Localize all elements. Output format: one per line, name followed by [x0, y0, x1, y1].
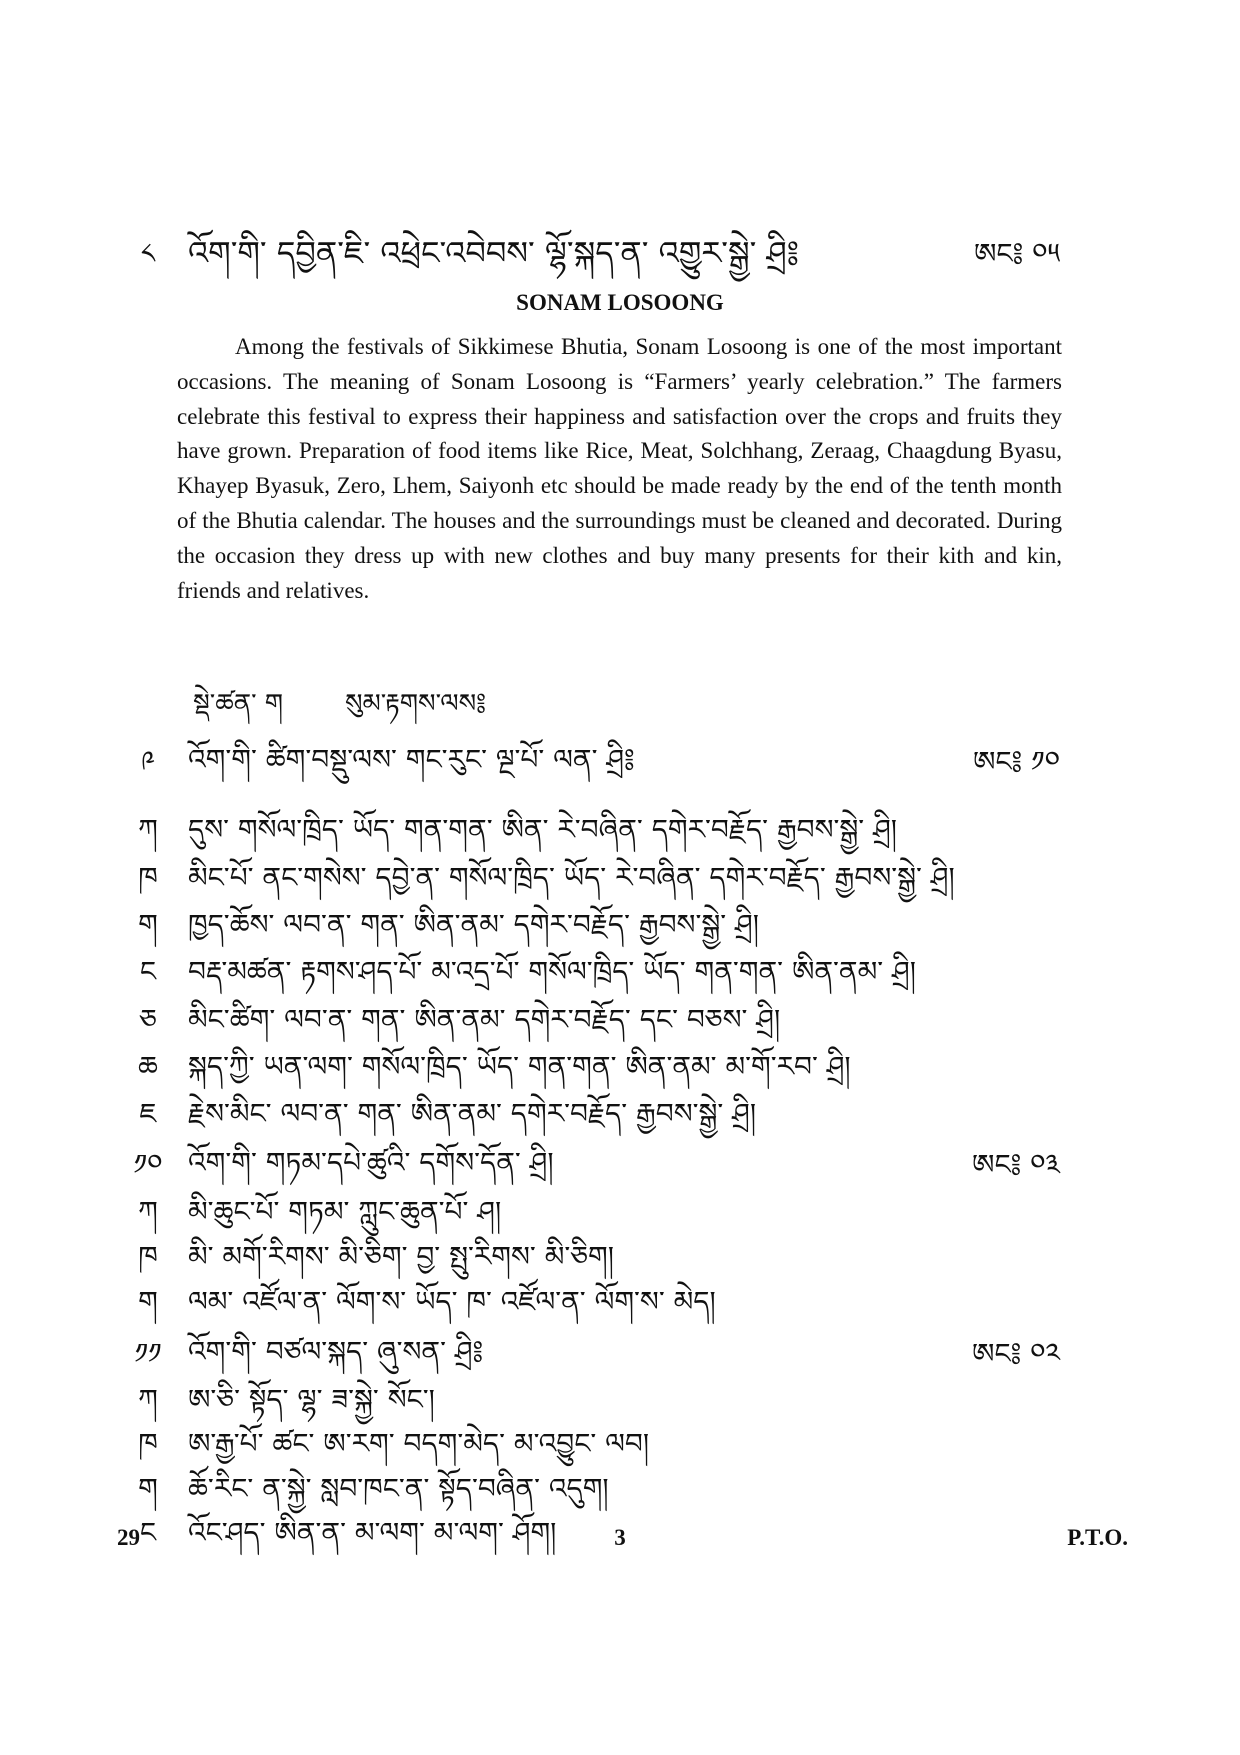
option-label: ཀ	[138, 1195, 158, 1228]
footer-page-number: 3	[614, 1525, 626, 1550]
option-text: འོང་ཤད་ ཨིན་ན་ མ་ལག་ མ་ལག་ ཤོག།	[188, 1516, 557, 1549]
question-8-text: འོག་གི་ དབྱིན་ཇི་ འཕྲེང་འབེབས་ ལྷོ་སྐད་ན་ འགྱུར་སྒྱེ་ ཤྲི༔	[188, 234, 799, 272]
option-label: ཁ	[138, 1427, 158, 1460]
footer-pto: P.T.O.	[1067, 1525, 1128, 1550]
option-text: ཨ་ཅི་ སྟོད་ ལྷ་ ཟ་སྐྱེ་ སོང་།	[188, 1383, 435, 1416]
question-10-number: ༡༠	[133, 1148, 163, 1181]
option-label: ག	[138, 1472, 158, 1505]
option-label: ཀ	[138, 813, 158, 846]
question-11-text: འོག་གི་ བཙལ་སྐད་ ཞུ་སན་ ཤྲི༔	[188, 1335, 484, 1368]
question-9-marks: ཨང༔ ༡༠	[972, 745, 1060, 778]
question-11-marks: ཨང༔ ༠༢	[971, 1337, 1060, 1370]
question-11-number: ༡༡	[134, 1337, 162, 1370]
footer-question-code: 29	[117, 1525, 140, 1550]
passage-text: Among the festivals of Sikkimese Bhutia, Sonam Losoong is one of the most important occasions. The meaning of Sonam Losoong is “Farmers’ yearly celebration.” The farmers celebrate this festival to express their happiness and satisfaction over the crops and fruits they have grown. Preparation of food items like Rice, Meat, Solchhang, Zeraag, Chaagdung Byasu, Khayep Byasuk, Zero, Lhem, Saiyonh etc should be made ready by the end of the tenth month of the Bhutia calendar. The houses and the surroundings must be cleaned and decorated. During the occasion they dress up with new clothes and buy many presents for their kith and kin, friends and relatives.	[177, 334, 1062, 603]
passage-title: SONAM LOSOONG	[516, 290, 724, 315]
option-text: ཁྱད་ཆོས་ ལབ་ན་ གན་ ཨིན་ནམ་ དགེར་བརྗོད་ རྒྱབས་སྒྱེ་ ཤྲི།	[188, 908, 759, 941]
option-text: སྐད་ཀྱི་ ཡན་ལག་ གསོལ་ཁྲིད་ ཡོད་ གན་གན་ ཨིན་ནམ་ མ་གོ་རབ་ ཤྲི།	[188, 1050, 851, 1083]
option-label: ཆ	[138, 1050, 158, 1083]
option-label: ག	[138, 908, 158, 941]
option-label: ཁ	[138, 861, 158, 894]
option-text: ལམ་ འཛོལ་ན་ ལོག་ས་ ཡོད་ ཁ་ འཛོལ་ན་ ལོག་ས་ མེད།	[188, 1285, 716, 1318]
option-label: ང	[139, 1516, 157, 1549]
option-label: ང	[139, 955, 157, 988]
option-label: ཇ	[139, 1097, 157, 1130]
question-9-number: ༩	[140, 745, 156, 778]
question-9-text: འོག་གི་ ཚིག་བསྡུ་ལས་ གང་རུང་ ལྔ་པོ་ ལན་ ཤྲི༔	[188, 743, 635, 776]
option-text: མི་ཆུང་པོ་ གཏམ་ ཀླུང་ཆུན་པོ་ ཤ།	[188, 1195, 502, 1228]
question-10-text: འོག་གི་ གཏམ་དཔེ་ཚུའི་ དགོས་དོན་ ཤྲི།	[188, 1146, 554, 1179]
section-heading: སྡེ་ཚན་ ག	[193, 689, 284, 719]
option-text: མིང་པོ་ ནང་གསེས་ དབྱེ་ན་ གསོལ་ཁྲིད་ ཡོད་ རེ་བཞིན་ དགེར་བརྗོད་ རྒྱབས་སྒྱེ་ ཤྲི།	[188, 861, 955, 894]
option-text: མིང་ཚིག་ ལབ་ན་ གན་ ཨིན་ནམ་ དགེར་བརྗོད་ དང་ བཅས་ ཤྲི།	[188, 1003, 781, 1036]
option-text: བརྡ་མཚན་ རྟགས་ཤད་པོ་ མ་འདྲ་པོ་ གསོལ་ཁྲིད་ ཡོད་ གན་གན་ ཨིན་ནམ་ ཤྲི།	[188, 955, 916, 988]
option-text: དུས་ གསོལ་ཁྲིད་ ཡོད་ གན་གན་ ཨིན་ རེ་བཞིན་ དགེར་བརྗོད་ རྒྱབས་སྒྱེ་ ཤྲི།	[188, 813, 897, 846]
option-label: ཁ	[138, 1240, 158, 1273]
option-text: ཆོ་རིང་ ན་སྐྱེ་ སླབ་ཁང་ན་ སྟོད་བཞིན་ འདུག།	[188, 1472, 609, 1505]
question-10-marks: ཨང༔ ༠༣	[972, 1148, 1060, 1181]
question-8-marks: ཨང༔ ༠༥	[973, 237, 1060, 270]
option-text: མི་ མགོ་རིགས་ མི་ཅིག་ བྱ་ སྤུ་རིགས་ མི་ཅིག།	[188, 1240, 614, 1273]
option-text: ཨ་རྒྱ་པོ་ ཚང་ ཨ་རག་ བདག་མེད་ མ་འབྱུང་ ལབ།	[188, 1427, 650, 1460]
option-label: ཀ	[138, 1383, 158, 1416]
option-label: ག	[138, 1285, 158, 1318]
question-8-number: ༨	[140, 237, 156, 270]
option-label: ཅ	[139, 1003, 157, 1036]
option-text: རྗེས་མིང་ ལབ་ན་ གན་ ཨིན་ནམ་ དགེར་བརྗོད་ རྒྱབས་སྒྱེ་ ཤྲི།	[188, 1097, 757, 1130]
section-subheading: སུམ་རྟགས་ལས༔	[345, 689, 487, 719]
